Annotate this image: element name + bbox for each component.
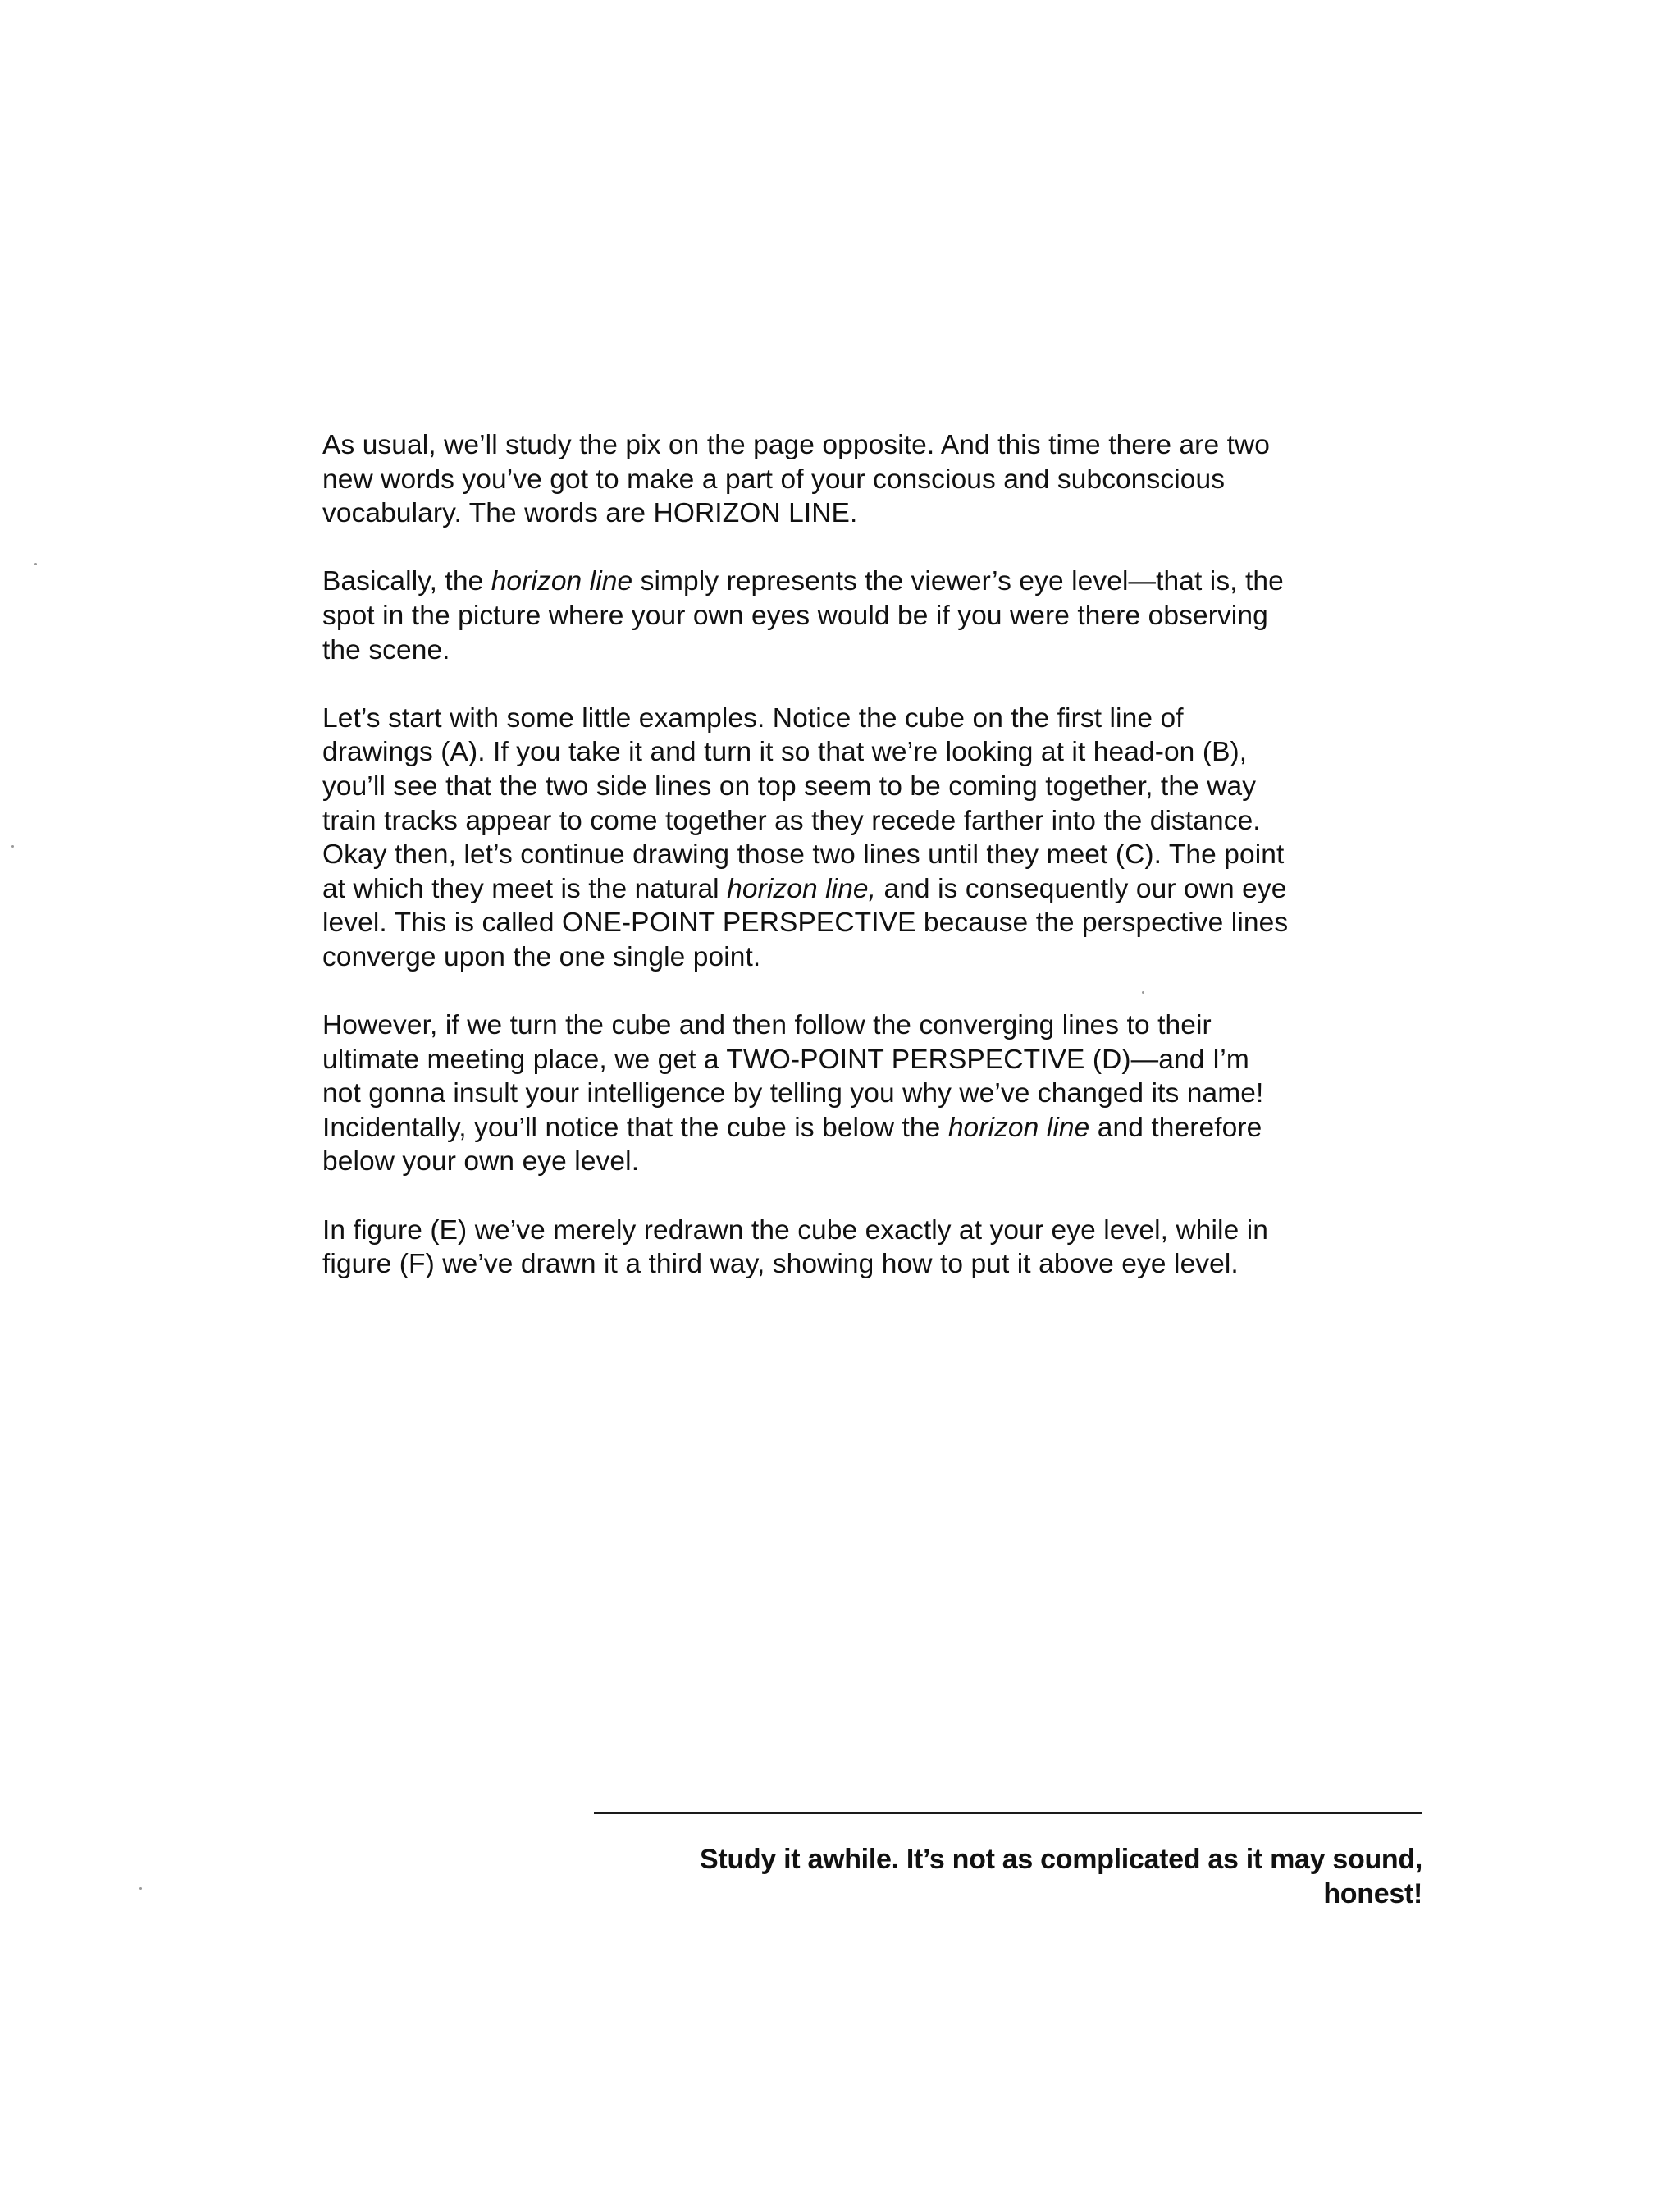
scan-speck — [34, 563, 37, 565]
paragraph-4 — [322, 1008, 1290, 1179]
paragraph-1 — [322, 428, 1290, 531]
paragraph-4-italic-term: horizon line — [947, 1112, 1090, 1143]
scan-speck — [11, 845, 14, 848]
paragraph-4-text-b: and therefore below your own eye level. — [322, 1112, 1262, 1177]
paragraph-1-text: As usual, we’ll study the pix on the page opposite. And this time there are two new words you’ve got to make a part of your conscious and subconscious vocabulary. The words are HORIZON LINE. — [322, 430, 1271, 529]
paragraph-3 — [322, 702, 1290, 975]
caption-divider-rule — [594, 1812, 1422, 1814]
paragraph-3-text-a: Let’s start with some little examples. Notice the cube on the first line of drawings (A). If you take it and turn it so that we’re looking at it head-on (B), you’ll see that the two side lines on top seem to be coming together, the way train tracks appear to come together as they recede farther into the distance. Okay then, let’s continue drawing those two lines until they meet (C). The point at which they meet is the natural — [322, 702, 1285, 904]
paragraph-5 — [322, 1214, 1290, 1282]
paragraph-2-text-a: Basically, the — [322, 566, 491, 597]
caption: Study it awhile. It’s not as complicated as it may sound, honest! — [700, 1844, 1422, 1909]
paragraph-2-italic-term: horizon line — [491, 566, 633, 597]
scan-speck — [139, 1887, 142, 1890]
paragraph-3-text-b: and is consequently our own eye level. This is called ONE-POINT PERSPECTIVE because the perspective lines converge upon the one single point. — [322, 873, 1289, 972]
paragraph-2-text-b: simply represents the viewer’s eye level—that is, the spot in the picture where your own eyes would be if you were there observing the scene. — [322, 566, 1284, 665]
paragraph-3-italic-term: horizon line, — [727, 873, 877, 904]
paragraph-5-text: In figure (E) we’ve merely redrawn the cube exactly at your eye level, while in figure (F) we’ve drawn it a third way, showing how to put it above eye level. — [322, 1214, 1269, 1280]
paragraph-4-text-a: However, if we turn the cube and then follow the converging lines to their ultimate meeting place, we get a TWO-POINT PERSPECTIVE (D)—and I’m not gonna insult your intelligence by telling you why we’ve changed its name! Incidentally, you’ll notice that the cube is below the — [322, 1010, 1264, 1143]
body-text — [322, 428, 1290, 1315]
scan-speck — [1142, 991, 1144, 994]
paragraph-2 — [322, 565, 1290, 667]
